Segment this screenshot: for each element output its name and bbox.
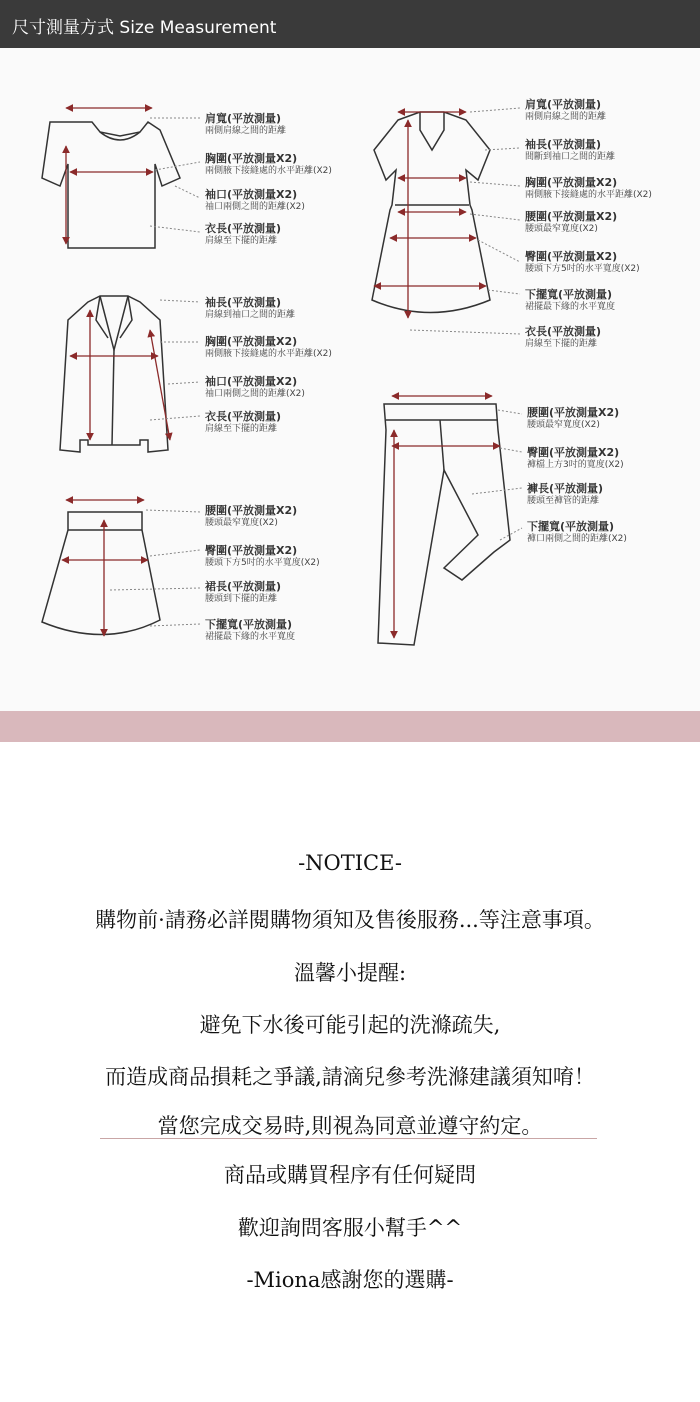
pants-label-length: [527, 482, 603, 507]
pants-drawing: [378, 404, 510, 645]
label-heading: 袖長(平放測量): [205, 296, 282, 309]
label-heading: 胸圍(平放測量X2): [525, 176, 618, 189]
skirt-drawing: [42, 512, 160, 635]
notice-line-8: -Miona感謝您的選購-: [246, 1268, 454, 1292]
dress-label-hem: [525, 288, 615, 313]
tshirt-label-shoulder: [205, 112, 286, 137]
label-heading: 腰圍(平放測量X2): [525, 210, 618, 223]
dress-label-shoulder: [525, 98, 606, 123]
label-heading: 胸圍(平放測量X2): [205, 152, 298, 165]
dress-label-sleeve: [525, 138, 615, 163]
jacket-label-length: [205, 410, 281, 435]
label-desc: 袖口兩側之間的距離(X2): [205, 202, 305, 212]
label-heading: 衣長(平放測量): [205, 222, 282, 235]
label-heading: 肩寬(平放測量): [205, 112, 282, 125]
label-desc: 兩側肩線之間的距離: [205, 126, 287, 136]
dress-label-waist: [525, 210, 617, 235]
label-heading: 衣長(平放測量): [205, 410, 282, 423]
label-heading: 臀圍(平放測量X2): [527, 446, 620, 459]
label-heading: 下擺寬(平放測量): [527, 520, 615, 533]
notice-line-7: 歡迎詢問客服小幫手^^: [237, 1216, 463, 1240]
notice-line-5: 當您完成交易時,則視為同意並遵守約定。: [157, 1114, 543, 1138]
label-heading: 褲長(平放測量): [527, 482, 604, 495]
label-desc: 兩側肩線之間的距離: [525, 112, 607, 122]
jacket-label-sleeve: [205, 296, 295, 321]
notice-line-3: 避免下水後可能引起的洗滌疏失,: [199, 1013, 501, 1037]
tshirt-drawing: [42, 122, 180, 248]
label-heading: 臀圍(平放測量X2): [525, 250, 618, 263]
label-desc: 袖口兩側之間的距離(X2): [205, 389, 305, 399]
label-desc: 肩線至下擺的距離: [525, 339, 598, 349]
label-desc: 腰頭下方5吋的水平寬度(X2): [205, 558, 320, 568]
label-desc: 腰頭最窄寬度(X2): [205, 518, 278, 528]
label-desc: 肩線至下擺的距離: [205, 236, 278, 246]
label-desc: 裙擺最下緣的水平寬度: [525, 302, 616, 312]
pants-label-waist: [527, 406, 619, 431]
label-heading: 衣長(平放測量): [525, 325, 602, 338]
dress-label-length: [525, 325, 601, 350]
notice-line-4: 而造成商品損耗之爭議,請滴兒參考洗滌建議須知唷！: [105, 1065, 595, 1089]
label-desc: 褲口兩側之間的距離(X2): [527, 534, 627, 544]
label-heading: 裙長(平放測量): [205, 580, 282, 593]
pants-label-hip: [527, 446, 624, 471]
notice-line-2: 溫馨小提醒:: [293, 961, 407, 985]
notice-title: -NOTICE-: [298, 851, 402, 875]
label-desc: 褲檔上方3吋的寬度(X2): [527, 460, 624, 470]
skirt-label-waist: [205, 504, 297, 529]
label-heading: 袖口(平放測量X2): [205, 188, 298, 201]
label-desc: 裙擺最下緣的水平寬度: [205, 632, 296, 642]
label-heading: 下擺寬(平放測量): [525, 288, 613, 301]
label-desc: 兩側腋下接縫處的水平距離(X2): [205, 349, 332, 359]
label-heading: 下擺寬(平放測量): [205, 618, 293, 631]
pants-label-hem: [527, 520, 627, 545]
label-desc: 間斷到袖口之間的距離: [525, 152, 616, 162]
label-desc: 腰頭最窄寬度(X2): [527, 420, 600, 430]
tshirt-label-cuff: [205, 188, 305, 213]
divider-band: [0, 711, 700, 742]
skirt-label-hip: [205, 544, 320, 569]
notice-line-1: 購物前·請務必詳閱購物須知及售後服務...等注意事項。: [95, 908, 605, 932]
label-desc: 肩線到袖口之間的距離: [205, 310, 296, 320]
header-bar: [0, 0, 700, 48]
jacket-label-cuff: [205, 375, 305, 400]
label-desc: 腰頭最窄寬度(X2): [525, 224, 598, 234]
notice-line-6: 商品或購買程序有任何疑問: [224, 1163, 476, 1187]
label-desc: 腰頭至褲管的距離: [527, 496, 600, 506]
label-desc: 腰頭下方5吋的水平寬度(X2): [525, 264, 640, 274]
tshirt-label-chest: [205, 152, 332, 177]
label-desc: 肩線至下擺的距離: [205, 424, 278, 434]
jacket-drawing: [60, 296, 168, 452]
label-heading: 袖口(平放測量X2): [205, 375, 298, 388]
label-desc: 兩側腋下接縫處的水平距離(X2): [205, 166, 332, 176]
label-heading: 肩寬(平放測量): [525, 98, 602, 111]
label-heading: 胸圍(平放測量X2): [205, 335, 298, 348]
skirt-label-hem: [205, 618, 295, 643]
label-heading: 腰圍(平放測量X2): [527, 406, 620, 419]
label-heading: 腰圍(平放測量X2): [205, 504, 298, 517]
notice-underline: [100, 1138, 597, 1139]
label-heading: 袖長(平放測量): [525, 138, 602, 151]
label-heading: 臀圍(平放測量X2): [205, 544, 298, 557]
label-desc: 腰頭到下擺的距離: [205, 594, 278, 604]
header-title: 尺寸測量方式 Size Measurement: [12, 18, 277, 38]
tshirt-label-length: [205, 222, 281, 247]
skirt-label-length: [205, 580, 281, 605]
label-desc: 兩側腋下接縫處的水平距離(X2): [525, 190, 652, 200]
dress-label-hip: [525, 250, 640, 275]
jacket-label-chest: [205, 335, 332, 360]
size-measurement-diagram: [0, 48, 700, 711]
dress-label-chest: [525, 176, 652, 201]
